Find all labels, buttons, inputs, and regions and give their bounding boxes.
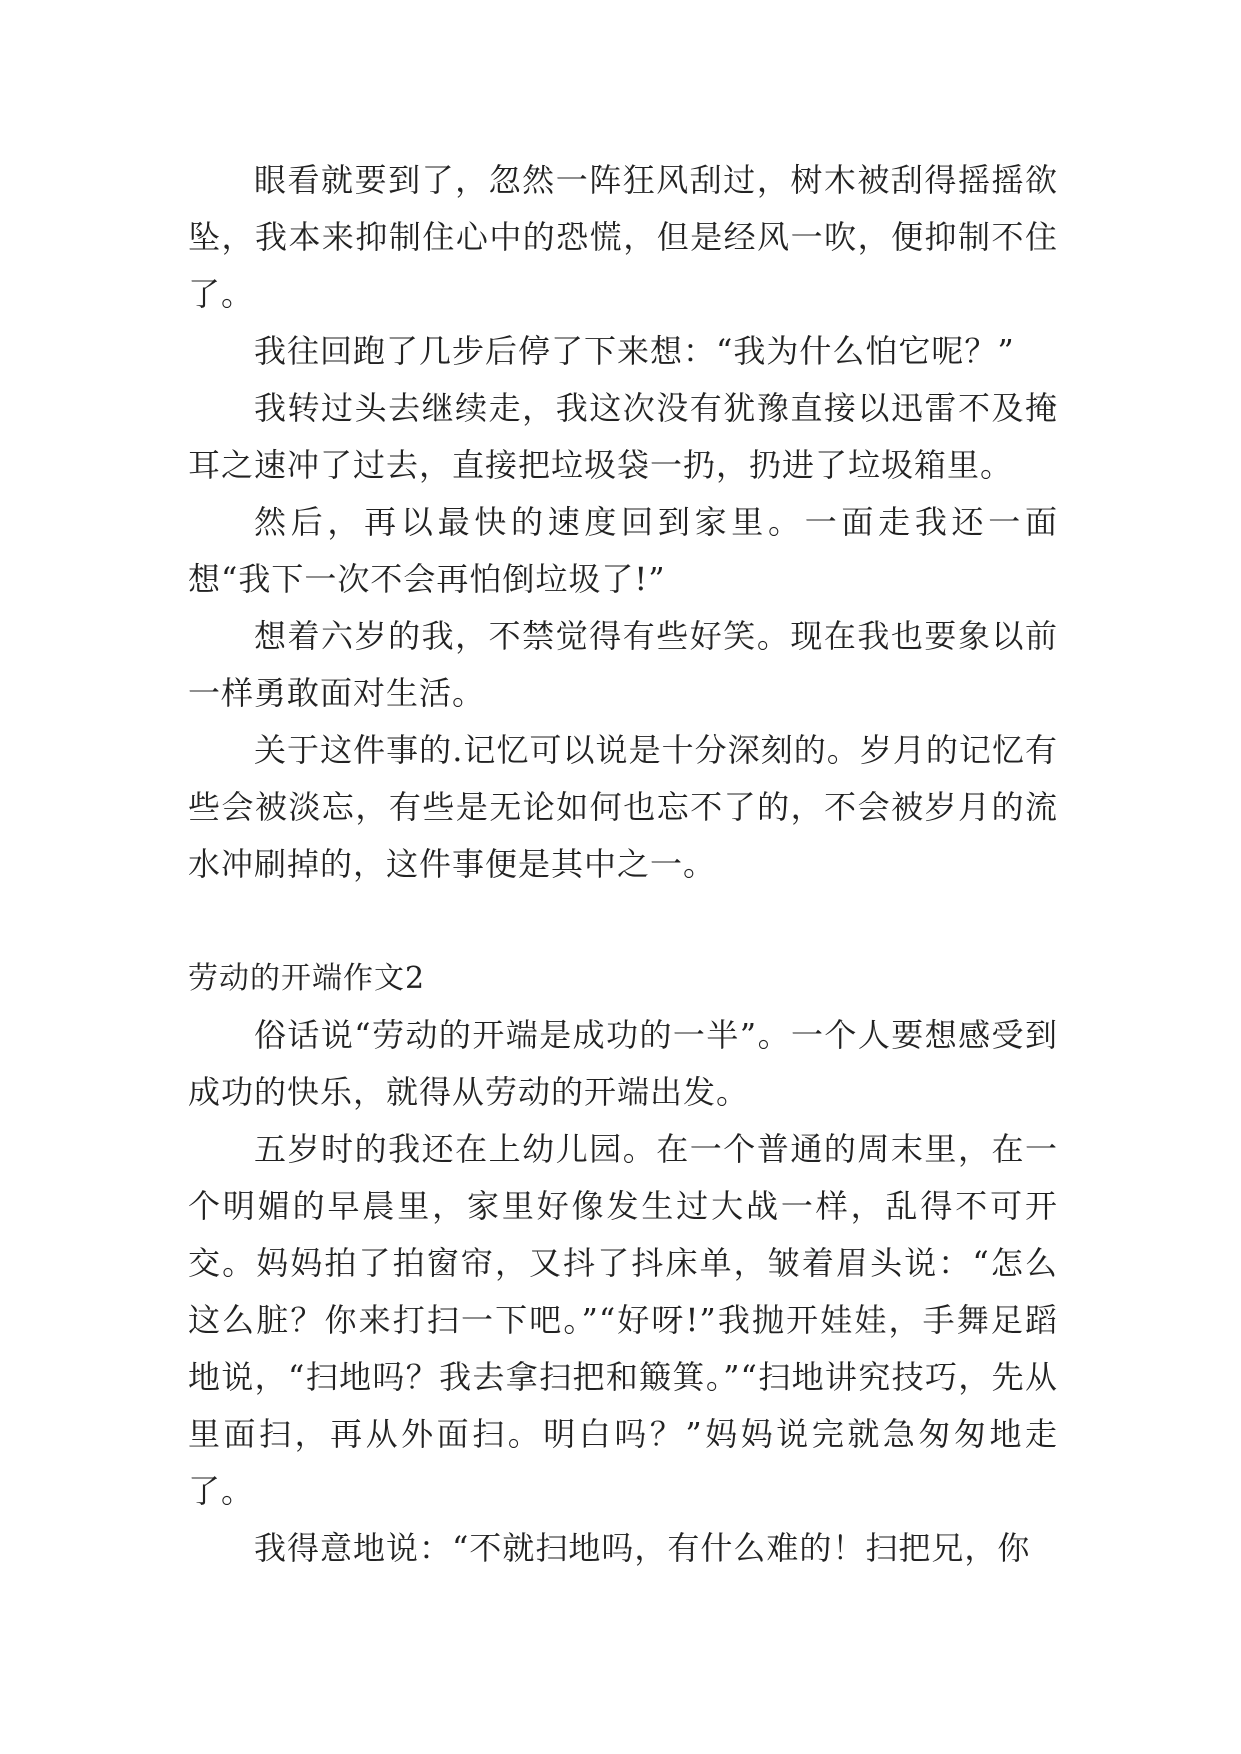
section-spacer [188,893,1058,950]
paragraph: 想着六岁的我，不禁觉得有些好笑。现在我也要象以前一样勇敢面对生活。 [188,617,1058,712]
paragraph: 我往回跑了几步后停了下来想：“我为什么怕它呢？” [254,332,1015,370]
paragraph: 五岁时的我还在上幼儿园。在一个普通的周末里，在一个明媚的早晨里，家里好像发生过大战一样，乱得不可开交。妈妈拍了拍窗帘，又抖了抖床单，皱着眉头说：“怎么这么脏？你来打扫一下吧。”“好呀!”我抛开娃娃，手舞足蹈地说，“扫地吗？我去拿扫把和簸箕。”“扫地讲究技巧，先从里面扫，再从外面扫。明白吗？”妈妈说完就急匆匆地走了。 [188,1130,1058,1510]
paragraph: 俗话说“劳动的开端是成功的一半”。一个人要想感受到成功的快乐，就得从劳动的开端出发。 [188,1016,1058,1111]
paragraph: 我转过头去继续走，我这次没有犹豫直接以迅雷不及掩耳之速冲了过去，直接把垃圾袋一扔，扔进了垃圾箱里。 [188,389,1058,484]
paragraph: 我得意地说：“不就扫地吗，有什么难的！扫把兄，你 [254,1529,1031,1567]
paragraph: 关于这件事的.记忆可以说是十分深刻的。岁月的记忆有些会被淡忘，有些是无论如何也忘不了的，不会被岁月的流水冲刷掉的，这件事便是其中之一。 [188,731,1058,883]
paragraph: 眼看就要到了，忽然一阵狂风刮过，树木被刮得摇摇欲坠，我本来抑制住心中的恐慌，但是经风一吹，便抑制不住了。 [188,161,1058,313]
section-title: 劳动的开端作文2 [188,961,426,996]
paragraph: 然后，再以最快的速度回到家里。一面走我还一面想“我下一次不会再怕倒垃圾了!” [188,503,1058,598]
document-body [188,152,1058,1577]
